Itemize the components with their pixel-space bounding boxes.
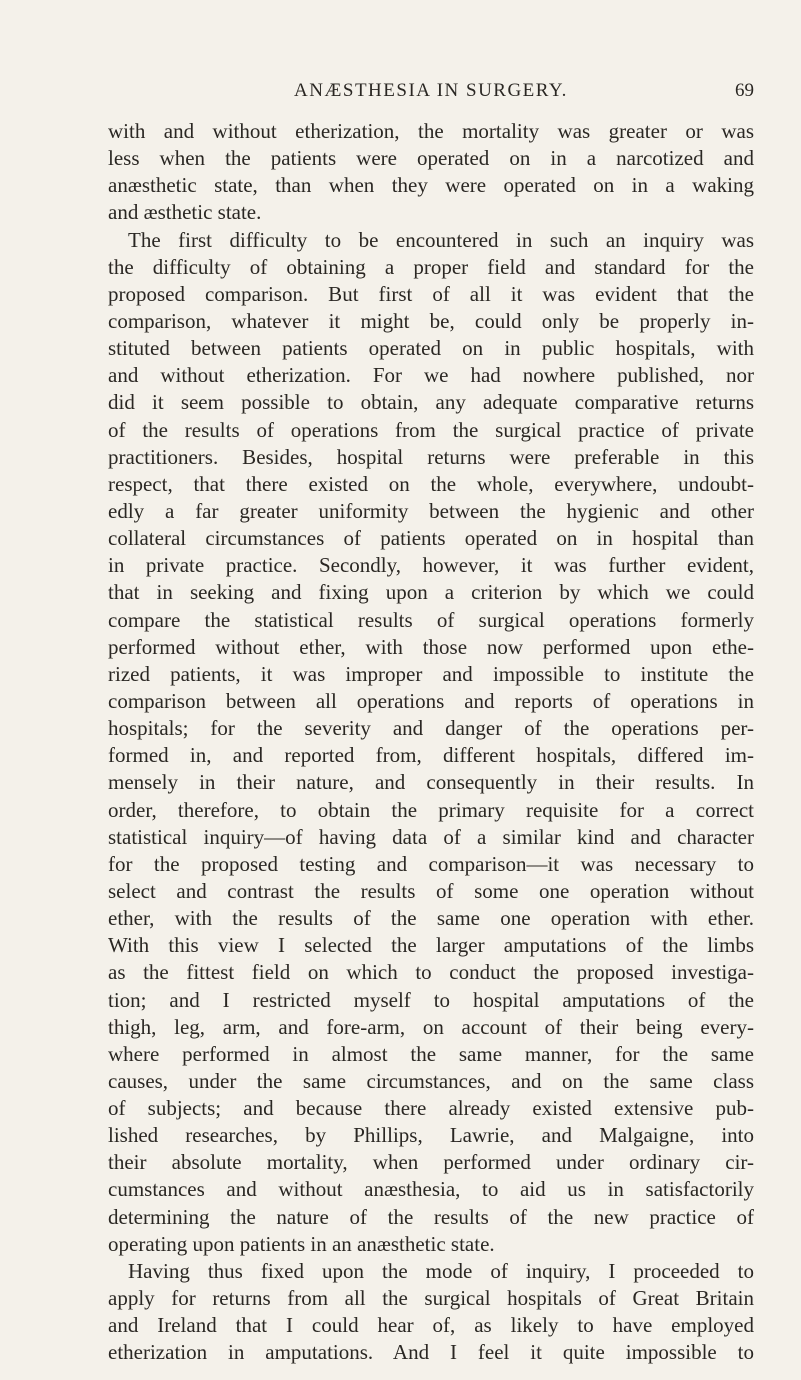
- text-line: Having thus fixed upon the mode of inquiry, I proceeded to: [128, 1258, 754, 1283]
- body-text: [108, 118, 754, 1366]
- text-line: and Ireland that I could hear of, as likely to have employed: [108, 1313, 754, 1338]
- text-line: comparison, whatever it might be, could only be properly in-: [108, 308, 754, 333]
- text-line: The first difficulty to be encountered in such an inquiry was: [128, 227, 754, 252]
- text-line: their absolute mortality, when performed under ordinary cir-: [108, 1150, 754, 1175]
- text-line: less when the patients were operated on in a narcotized and: [108, 146, 754, 171]
- text-line: of subjects; and because there already existed extensive pub-: [108, 1096, 754, 1121]
- text-line: as the fittest field on which to conduct the proposed investiga-: [108, 960, 754, 985]
- text-line: of the results of operations from the surgical practice of private: [108, 417, 754, 442]
- text-line: etherization in amputations. And I feel it quite impossible to: [108, 1340, 754, 1365]
- page-number: 69: [735, 80, 754, 101]
- text-line: and æsthetic state.: [108, 200, 262, 225]
- text-line: operating upon patients in an anæsthetic state.: [108, 1231, 495, 1256]
- text-line: rized patients, it was improper and impossible to institute the: [108, 661, 754, 686]
- text-line: hospitals; for the severity and danger of the operations per-: [108, 716, 754, 741]
- text-line: ether, with the results of the same one operation with ether.: [108, 906, 754, 931]
- text-line: respect, that there existed on the whole, everywhere, undoubt-: [108, 471, 754, 496]
- text-line: cumstances and without anæsthesia, to aid us in satisfactorily: [108, 1177, 754, 1202]
- text-line: did it seem possible to obtain, any adequate comparative returns: [108, 390, 754, 415]
- text-line: practitioners. Besides, hospital returns were preferable in this: [108, 444, 754, 469]
- text-line: comparison between all operations and reports of operations in: [108, 688, 754, 713]
- text-line: anæsthetic state, than when they were operated on in a waking: [108, 173, 754, 198]
- text-line: apply for returns from all the surgical hospitals of Great Britain: [108, 1286, 754, 1311]
- text-line: the difficulty of obtaining a proper field and standard for the: [108, 254, 754, 279]
- text-line: for the proposed testing and comparison—it was necessary to: [108, 851, 754, 876]
- text-line: with and without etherization, the mortality was greater or was: [108, 119, 754, 143]
- running-title: ANÆSTHESIA IN SURGERY.: [294, 80, 568, 101]
- text-line: causes, under the same circumstances, and on the same class: [108, 1068, 754, 1093]
- text-line: proposed comparison. But first of all it was evident that the: [108, 281, 754, 306]
- text-line: and without etherization. For we had nowhere published, nor: [108, 363, 754, 388]
- text-line: compare the statistical results of surgical operations formerly: [108, 607, 754, 632]
- text-line: With this view I selected the larger amputations of the limbs: [108, 933, 754, 958]
- text-line: statistical inquiry—of having data of a similar kind and character: [108, 824, 754, 849]
- text-line: determining the nature of the results of the new practice of: [108, 1204, 754, 1229]
- text-line: thigh, leg, arm, and fore-arm, on account of their being every-: [108, 1014, 754, 1039]
- text-line: collateral circumstances of patients operated on in hospital than: [108, 526, 754, 551]
- text-line: edly a far greater uniformity between the hygienic and other: [108, 498, 754, 523]
- text-line: that in seeking and fixing upon a criterion by which we could: [108, 580, 754, 605]
- text-line: where performed in almost the same manner, for the same: [108, 1041, 754, 1066]
- text-line: tion; and I restricted myself to hospital amputations of the: [108, 987, 754, 1012]
- text-line: stituted between patients operated on in public hospitals, with: [108, 336, 754, 361]
- page-header: [108, 80, 754, 108]
- text-line: select and contrast the results of some one operation without: [108, 878, 754, 903]
- text-line: formed in, and reported from, different hospitals, differed im-: [108, 743, 754, 768]
- text-line: performed without ether, with those now performed upon ethe-: [108, 634, 754, 659]
- text-line: lished researches, by Phillips, Lawrie, and Malgaigne, into: [108, 1123, 754, 1148]
- text-line: order, therefore, to obtain the primary requisite for a correct: [108, 797, 754, 822]
- text-line: in private practice. Secondly, however, it was further evident,: [108, 553, 754, 578]
- text-line: mensely in their nature, and consequently in their results. In: [108, 770, 754, 795]
